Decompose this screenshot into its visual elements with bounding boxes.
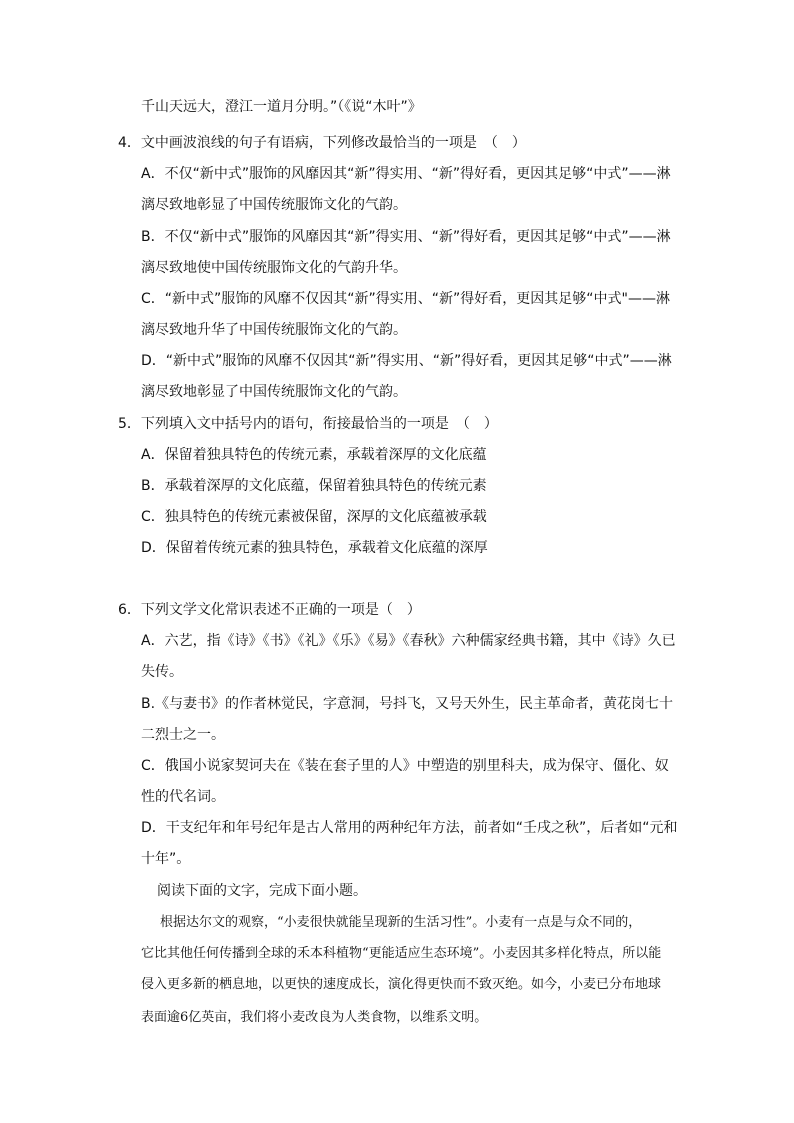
passage-line-2: 它比其他任何传播到全球的禾本科植物“更能适应生态环境”。小麦因其多样化特点，所以能 xyxy=(141,946,662,961)
passage-line-3: 侵入更多新的栖息地，以更快的速度成长，演化得更快而不致灭绝。如今，小麦已分布地球 xyxy=(141,977,662,992)
question-6-option-b-line-2: 二烈士之一。 xyxy=(141,727,225,743)
question-6-option-d-line-2: 十年”。 xyxy=(141,851,191,867)
question-6-option-d-line-1: D．干支纪年和年号纪年是古人常用的两种纪年方法，前者如“壬戌之秋”，后者如“元和 xyxy=(141,820,678,836)
question-6-option-c-line-2: 性的代名词。 xyxy=(141,789,225,805)
question-4-option-a-line-1: A．不仅“新中式”服饰的风靡因其“新”得实用、“新”得好看，更因其足够“中式”——淋 xyxy=(141,166,671,182)
question-6-option-c-line-1: C．俄国小说家契诃夫在《装在套子里的人》中塑造的别里科夫，成为保守、僵化、奴 xyxy=(141,758,669,774)
question-5-option-a: A．保留着独具特色的传统元素，承载着深厚的文化底蕴 xyxy=(141,447,487,463)
question-6-stem: 6．下列文学文化常识表述不正确的一项是（ ） xyxy=(118,602,421,618)
question-4-option-d-line-2: 漓尽致地彰显了中国传统服饰文化的气韵。 xyxy=(141,384,407,400)
question-4-option-a-line-2: 漓尽致地彰显了中国传统服饰文化的气韵。 xyxy=(141,197,407,213)
reading-instruction: 阅读下面的文字，完成下面小题。 xyxy=(157,883,367,899)
question-6-option-a-line-1: A．六艺，指《诗》《书》《礼》《乐》《易》《春秋》六种儒家经典书籍，其中《诗》久已 xyxy=(141,633,676,649)
question-5-option-c: C．独具特色的传统元素被保留，深厚的文化底蕴被承载 xyxy=(141,509,487,525)
question-4-option-c-line-1: C．“新中式”服饰的风靡不仅因其“新”得实用、“新”得好看，更因其足够“中式"——淋 xyxy=(141,291,670,307)
question-5-option-b: B．承载着深厚的文化底蕴，保留着独具特色的传统元素 xyxy=(141,478,487,494)
question-5-option-d: D．保留着传统元素的独具特色，承载着文化底蕴的深厚 xyxy=(141,540,488,556)
question-4-option-b-line-2: 漓尽致地使中国传统服饰文化的气韵升华。 xyxy=(141,260,407,276)
question-4-option-c-line-2: 漓尽致地升华了中国传统服饰文化的气韵。 xyxy=(141,322,407,338)
question-4-stem: 4．文中画波浪线的句子有语病，下列修改最恰当的一项是 （ ） xyxy=(118,135,526,151)
passage-line-1: 根据达尔文的观察，“小麦很快就能呈现新的生活习性”。小麦有一点是与众不同的， xyxy=(160,915,642,930)
question-6-option-b-line-1: B.《与妻书》的作者林觉民，字意洞，号抖飞，又号天外生，民主革命者，黄花岗七十 xyxy=(141,696,674,712)
question-4-option-d-line-1: D．“新中式”服饰的风靡不仅因其“新”得实用、“新”得好看，更因其足够“中式”——淋 xyxy=(141,353,672,369)
question-4-option-b-line-1: B．不仅“新中式”服饰的风靡因其“新”得实用、“新”得好看，更因其足够“中式”——淋 xyxy=(141,229,671,245)
question-5-stem: 5．下列填入文中括号内的语句，衔接最恰当的一项是 （ ） xyxy=(118,416,498,432)
passage-line-4: 表面逾6亿英亩，我们将小麦改良为人类食物，以维系文明。 xyxy=(141,1010,488,1025)
question-6-option-a-line-2: 失传。 xyxy=(141,664,183,680)
continuation-line: 千山天远大，澄江一道月分明。”（《说“木叶”》 xyxy=(141,99,422,115)
